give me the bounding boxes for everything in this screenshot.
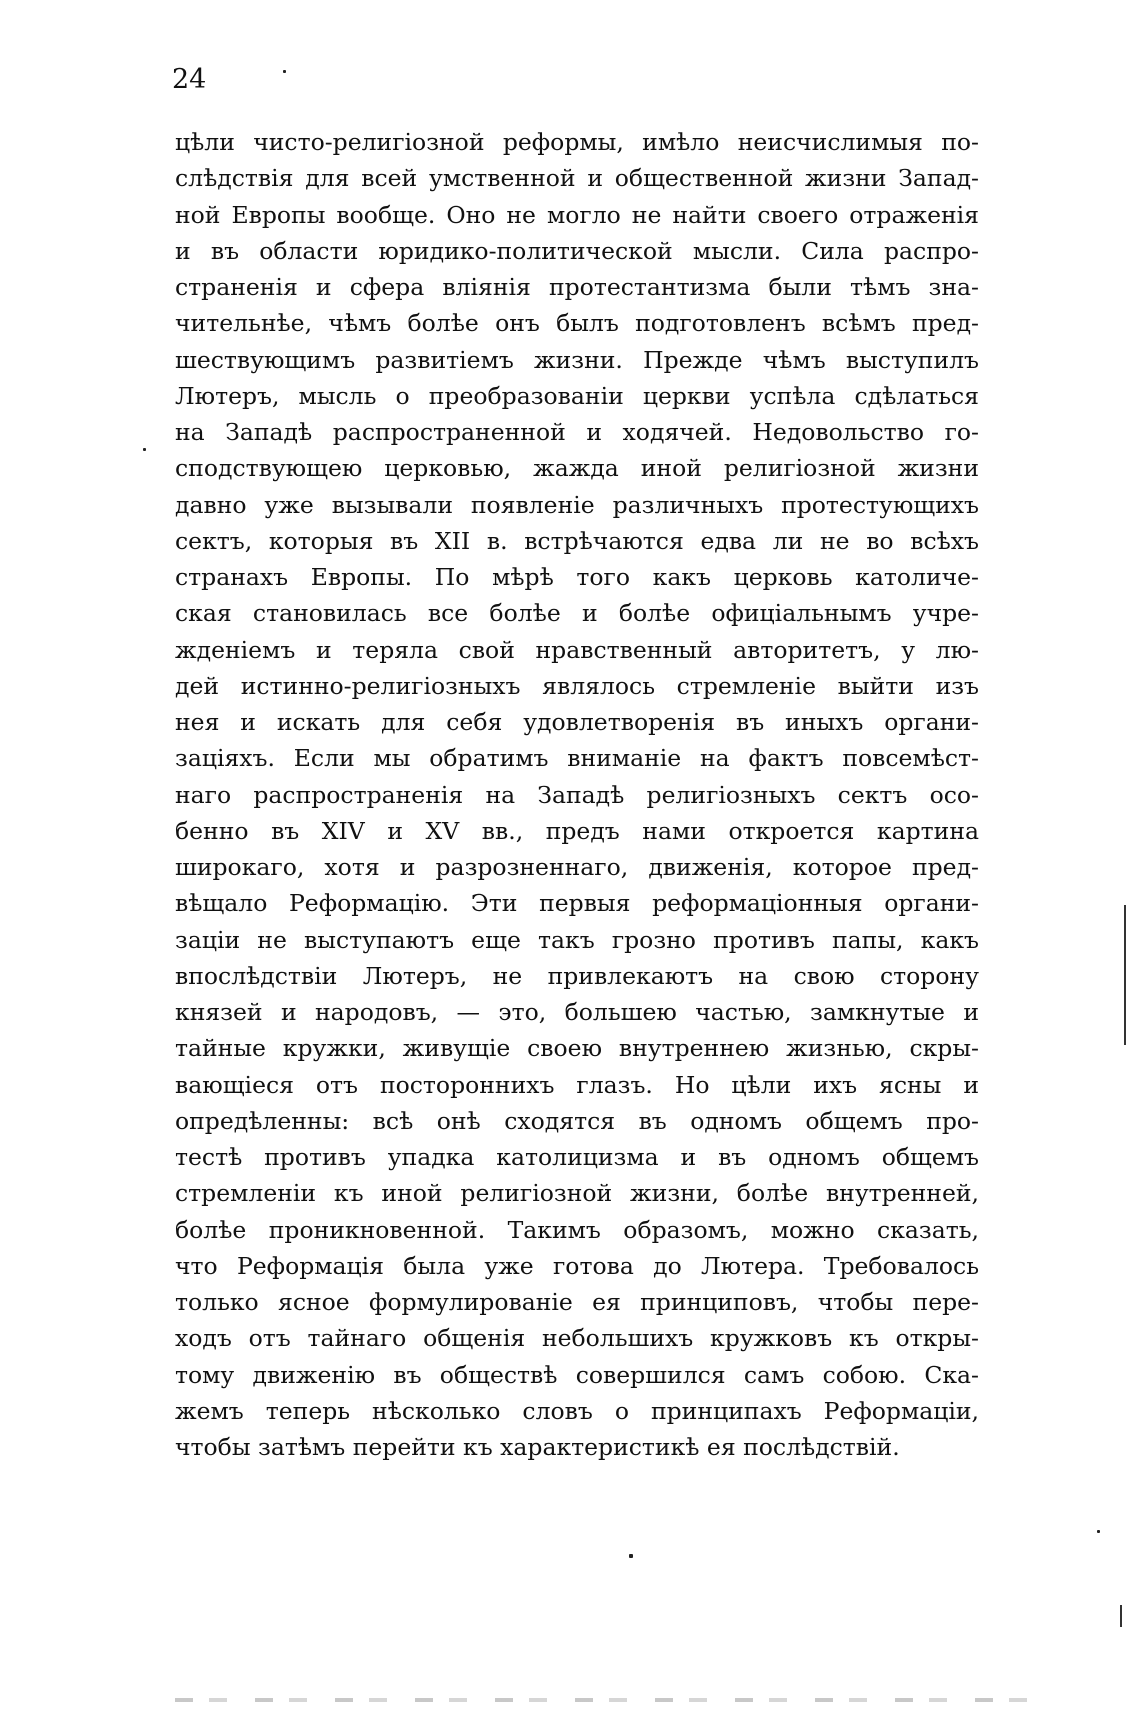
text-line: болѣе проникновенной. Такимъ образомъ, можно сказать, xyxy=(175,1215,979,1244)
text-line: нея и искать для себя удовлетворенія въ иныхъ органи- xyxy=(175,708,979,736)
text-line: чительнѣе, чѣмъ болѣе онъ былъ подготовленъ всѣмъ пред- xyxy=(175,309,979,338)
text-line: ская становилась все болѣе и болѣе офиціальнымъ учре- xyxy=(175,599,979,628)
scan-speck xyxy=(629,1554,633,1558)
text-line: ходъ отъ тайнаго общенія небольшихъ кружковъ къ откры- xyxy=(175,1324,979,1353)
text-line: только ясное формулированіе ея принциповъ, чтобы пере- xyxy=(175,1288,979,1316)
body-text xyxy=(175,124,979,1465)
text-line: сектъ, которыя въ XII в. встрѣчаются едва ли не во всѣхъ xyxy=(175,526,979,555)
text-line: заціи не выступаютъ еще такъ грозно противъ папы, какъ xyxy=(175,925,979,954)
text-line: сподствующею церковью, жажда иной религіозной жизни xyxy=(175,454,979,483)
text-line: тому движенію въ обществѣ совершился самъ собою. Ска- xyxy=(175,1360,979,1389)
scan-speck xyxy=(1097,1530,1100,1533)
text-line: вѣщало Реформацію. Эти первыя реформаціонныя органи- xyxy=(175,889,979,918)
text-line: тестѣ противъ упадка католицизма и въ одномъ общемъ xyxy=(175,1143,979,1171)
text-line: странахъ Европы. По мѣрѣ того какъ церковь католиче- xyxy=(175,563,979,591)
text-line: страненія и сфера вліянія протестантизма были тѣмъ зна- xyxy=(175,273,979,301)
text-line: Лютеръ, мысль о преобразованіи церкви успѣла сдѣлаться xyxy=(175,381,979,410)
text-line: что Реформація была уже готова до Лютера. Требовалось xyxy=(175,1251,979,1280)
text-line: бенно въ XIV и XV вв., предъ нами откроется картина xyxy=(175,816,979,845)
text-line: на Западѣ распространенной и ходячей. Недовольство го- xyxy=(175,418,979,446)
text-line: жемъ теперь нѣсколько словъ о принципахъ Реформаціи, xyxy=(175,1396,979,1425)
text-line: дей истинно-религіозныхъ являлось стремленіе выйти изъ xyxy=(175,671,979,700)
text-line: вающіеся отъ постороннихъ глазъ. Но цѣли ихъ ясны и xyxy=(175,1070,979,1099)
scan-margin-line xyxy=(1124,905,1126,1045)
text-line: шествующимъ развитіемъ жизни. Прежде чѣмъ выступилъ xyxy=(175,345,979,374)
text-line: жденіемъ и теряла свой нравственный авторитетъ, у лю- xyxy=(175,635,979,664)
page-number: 24 xyxy=(172,64,207,95)
text-line: давно уже вызывали появленіе различныхъ протестующихъ xyxy=(175,490,979,519)
text-line: чтобы затѣмъ перейти къ характеристикѣ ея послѣдствій. xyxy=(175,1433,900,1461)
text-line: широкаго, хотя и разрозненнаго, движенія, которое пред- xyxy=(175,853,979,881)
scan-bottom-noise xyxy=(175,1698,1055,1702)
text-line: опредѣленны: всѣ онѣ сходятся въ одномъ общемъ про- xyxy=(175,1106,979,1135)
text-line: заціяхъ. Если мы обратимъ вниманіе на фактъ повсемѣст- xyxy=(175,744,979,773)
text-line: слѣдствія для всей умственной и общественной жизни Запад- xyxy=(175,164,979,193)
text-line: впослѣдствіи Лютеръ, не привлекаютъ на свою сторону xyxy=(175,961,979,990)
text-line: стремленіи къ иной религіозной жизни, болѣе внутренней, xyxy=(175,1179,979,1208)
text-line: ной Европы вообще. Оно не могло не найти своего отраженія xyxy=(175,200,979,229)
text-line: и въ области юридико-политической мысли. Сила распро- xyxy=(175,236,979,265)
text-line: тайные кружки, живущіе своею внутреннею жизнью, скры- xyxy=(175,1034,979,1063)
scan-speck xyxy=(283,70,286,73)
scan-margin-line xyxy=(1120,1605,1122,1627)
scan-speck xyxy=(143,448,146,451)
text-line: наго распространенія на Западѣ религіозныхъ сектъ осо- xyxy=(175,780,979,809)
text-line: князей и народовъ, — это, большею частью, замкнутые и xyxy=(175,998,979,1026)
text-line: цѣли чисто-религіозной реформы, имѣло неисчислимыя по- xyxy=(175,128,979,156)
